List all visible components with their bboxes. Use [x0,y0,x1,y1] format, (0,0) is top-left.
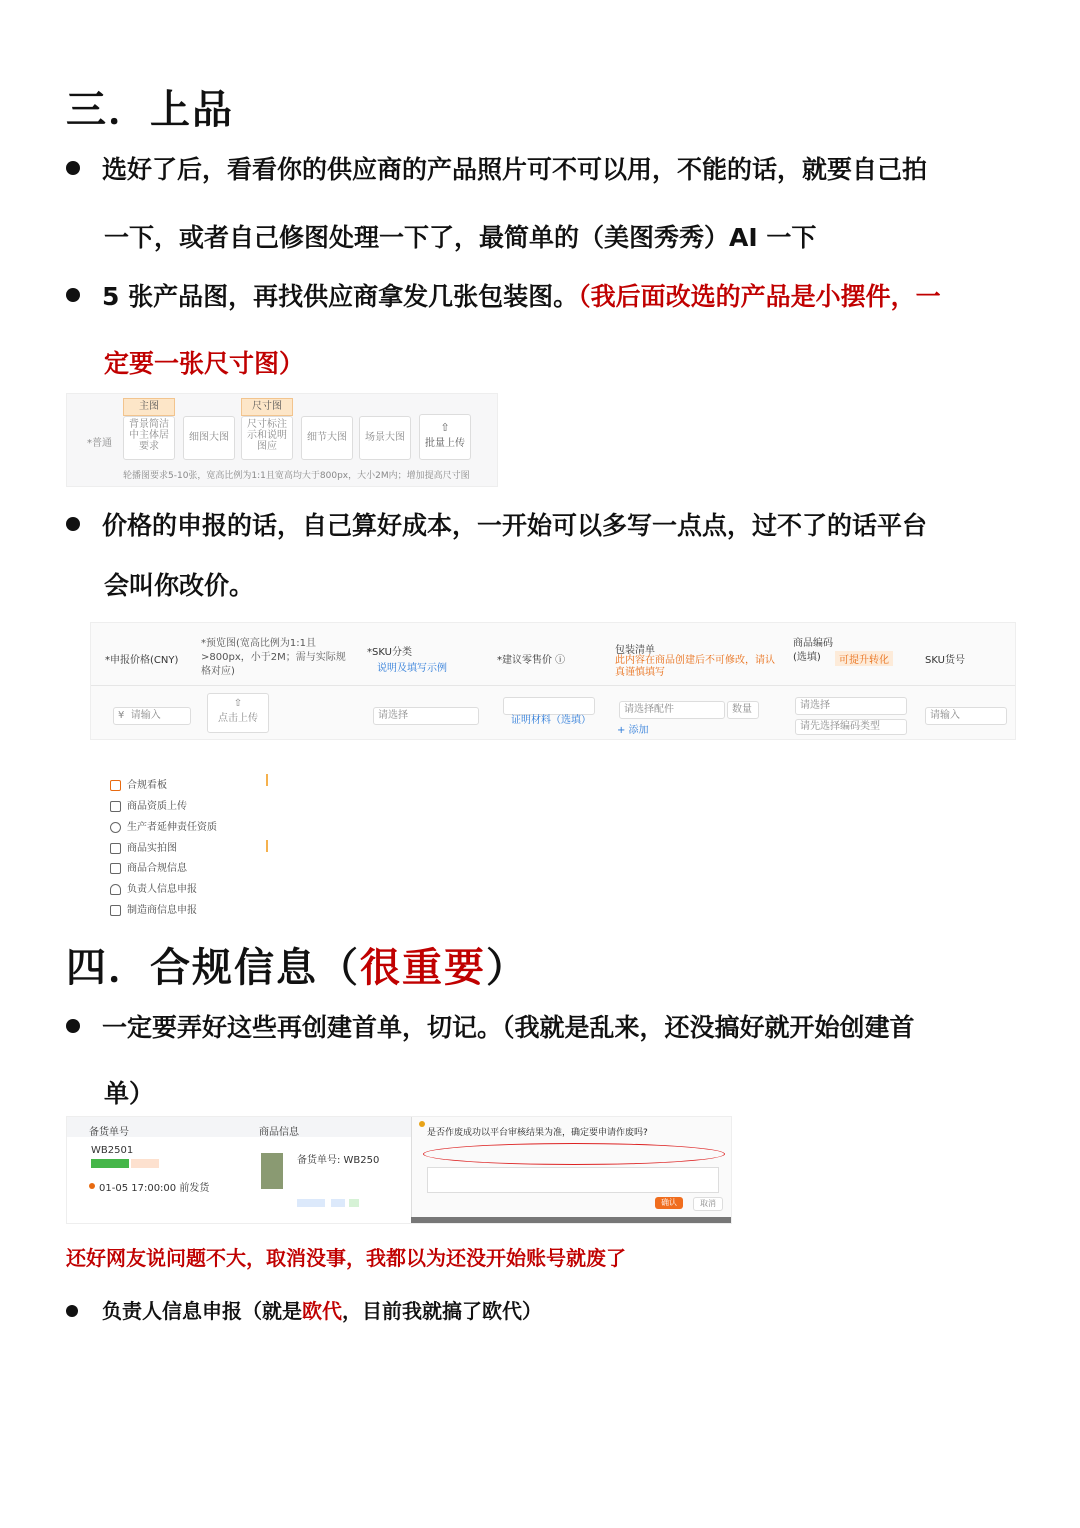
red-note: 还好网友说问题不大，取消没事，我都以为还没开始账号就废了 [66,1246,626,1270]
col-sku-header: *SKU分类 [367,647,412,658]
slot-detail-2[interactable]: 细节大图 [301,416,353,460]
slot-size[interactable]: 尺寸标注 示和说明 图应 [241,416,293,460]
upload-icon: ⇧ [440,421,450,434]
sku-example-link[interactable]: 说明及填写示例 [377,663,447,674]
factory-icon [110,905,121,916]
bullet-dot [66,517,80,531]
bullet-text: 价格的申报的话，自己算好成本，一开始可以多写一点点，过不了的话平台 [102,511,928,540]
col-pack-header: 包装清单 [615,645,655,656]
upload-icon [110,801,121,812]
ship-time: 01-05 17:00:00 前发货 [99,1183,210,1194]
bullet-continuation: 单） [104,1079,155,1108]
section-title-4 [66,936,528,993]
col-order-header: 备货单号 [89,1127,129,1138]
preview-upload-button[interactable] [207,693,269,733]
menu-item-epr[interactable] [110,818,217,833]
menu-label: 商品合规信息 [127,863,187,874]
bullet-dot [66,288,80,302]
col-product-header: 商品信息 [259,1127,299,1138]
menu-label: 制造商信息申报 [127,905,197,916]
order-cancel-screenshot [66,1116,732,1224]
bullet-text: 负责人信息申报（就是 [102,1299,302,1323]
bullet-text-end: ，目前我就搞了欧代） [342,1299,542,1323]
order-id-detail: 备货单号: WB250 [297,1155,380,1166]
menu-item-qualification[interactable] [110,797,187,812]
qty-input[interactable]: 数量 [727,701,759,719]
bullet-product-images [66,281,941,314]
slot-main[interactable]: 背景简洁 中主体居 要求 [123,416,175,460]
sku-select[interactable]: 请选择 [373,707,479,725]
bullet-price [66,510,927,543]
dialog-title: 是否作废成功以平台审核结果为准，确定要申请作废吗? [427,1128,648,1138]
menu-item-manufacturer[interactable] [110,901,197,916]
col-code-header: 商品编码(选填) [793,638,833,663]
menu-item-responsible-person[interactable] [110,880,197,895]
col-preview-header: *预览图(宽高比例为1:1且>800px，小于2M；需与实际规格对应) [201,638,346,677]
upload-label: 点击上传 [218,713,258,724]
title-red-text: 很重要 [360,945,486,991]
menu-item-photos[interactable] [110,839,177,854]
person-icon [110,884,121,895]
camera-icon [110,843,121,854]
confirm-button[interactable]: 确认 [655,1197,683,1209]
col-retail-header: *建议零售价 ⓘ [497,655,566,666]
upload-label: 批量上传 [425,438,465,449]
bullet-text: 选好了后，看看你的供应商的产品照片可不可以用，不能的话，就要自己拍 [102,155,928,184]
conversion-tag: 可提升转化 [835,651,893,666]
menu-label: 商品资质上传 [127,801,187,812]
tag-main-image: 主图 [123,398,175,416]
upload-hint: 轮播图要求5-10张，宽高比例为1:1且宽高均大于800px，大小2M内；增加提高尺寸图 [123,471,470,481]
row-label: *普通 [87,438,112,449]
menu-label: 合规看板 [127,780,167,791]
cert-link[interactable]: 证明材料（选填） [511,715,591,726]
code-type-select[interactable]: 请选择 [795,697,907,715]
menu-label: 负责人信息申报 [127,884,197,895]
tag-size-image: 尺寸图 [241,398,293,416]
bullet-text: 5 张产品图，再找供应商拿发几张包装图。 [102,282,579,311]
add-pack-link[interactable]: + 添加 [617,725,649,736]
title-text: 四．合规信息（ [66,945,360,991]
price-input[interactable] [113,707,191,725]
bullet-dot [66,1019,80,1033]
dashboard-icon [110,780,121,791]
currency-symbol: ¥ [118,710,125,721]
batch-upload-button[interactable] [419,414,471,460]
sku-no-input[interactable]: 请输入 [925,707,1007,725]
order-id: WB2501 [91,1145,134,1156]
bullet-red-continuation: 定要一张尺寸图） [104,349,305,378]
upload-icon: ⇧ [233,698,243,709]
menu-label: 生产者延伸责任资质 [127,822,217,833]
slot-detail[interactable]: 细图大图 [183,416,235,460]
bullet-responsible-person [66,1298,542,1324]
slot-scene[interactable]: 场景大图 [359,416,411,460]
document-icon [110,863,121,874]
bullet-text: 一定要弄好这些再创建首单，切记。（我就是乱来，还没搞好就开始创建首 [102,1013,915,1042]
bullet-red-text: 欧代 [302,1299,342,1323]
menu-item-compliance-info[interactable] [110,859,187,874]
menu-label: 商品实拍图 [127,843,177,854]
bullet-first-order [66,1012,915,1045]
bullet-dot [66,161,80,175]
pack-select[interactable]: 请选择配件 [619,701,725,719]
bullet-photos [66,154,927,187]
price-placeholder: 请输入 [130,710,161,721]
col-price-header: *申报价格(CNY) [105,655,179,666]
code-input[interactable]: 请先选择编码类型 [795,719,907,735]
bullet-red-text: （我后面改选的产品是小摆件，一 [578,282,941,311]
col-sku-no-header: SKU货号 [925,655,965,666]
bullet-continuation: 会叫你改价。 [104,571,255,600]
bullet-dot [66,1305,78,1317]
section-title-3: 三．上品 [66,87,234,133]
cancel-button[interactable]: 取消 [693,1197,723,1211]
price-table-screenshot [90,622,1016,740]
title-end: ） [486,945,528,991]
bullet-continuation: 一下，或者自己修图处理一下了，最简单的（美图秀秀）AI 一下 [104,223,817,252]
retail-price-input[interactable] [503,697,595,715]
pack-warning: 此内容在商品创建后不可修改，请认真谨慎填写 [615,655,775,678]
menu-item-dashboard[interactable] [110,776,167,791]
badge-icon [110,822,121,833]
image-upload-screenshot [66,393,498,487]
